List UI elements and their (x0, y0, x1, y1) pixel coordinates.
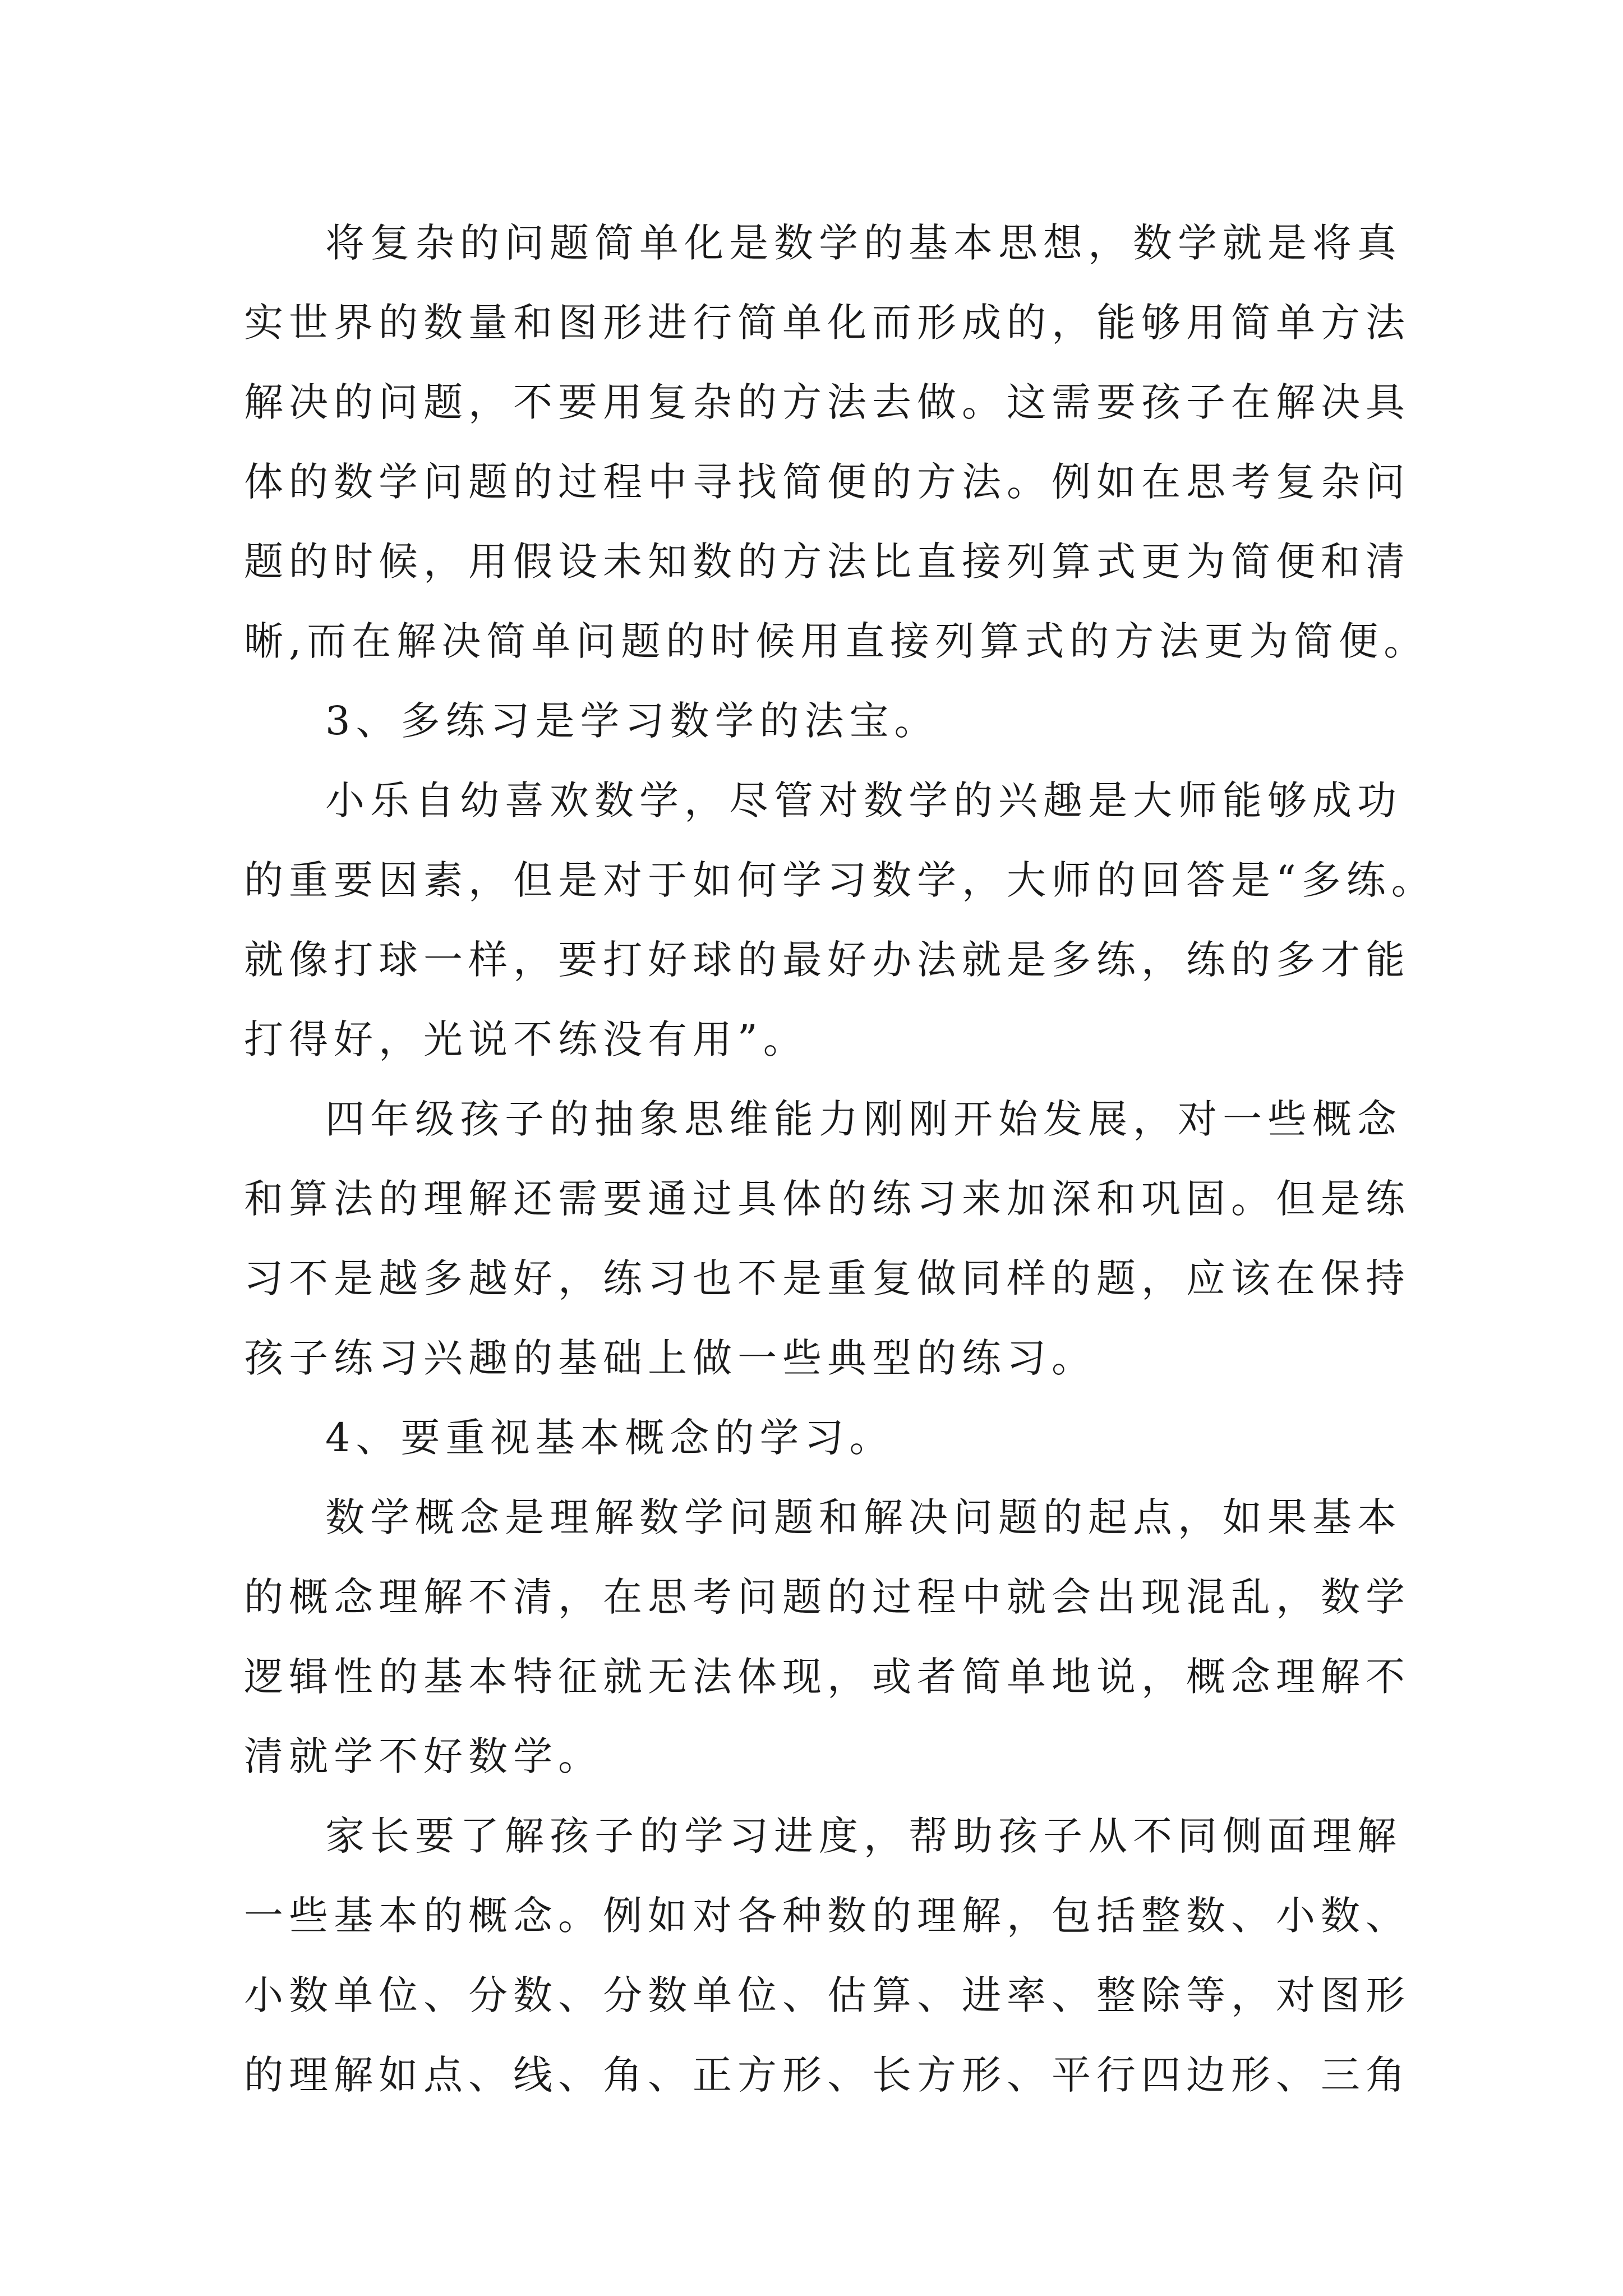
paragraph-line: 和算法的理解还需要通过具体的练习来加深和巩固。但是练 (244, 1176, 1410, 1222)
paragraph-line: 清就学不好数学。 (244, 1733, 603, 1779)
paragraph-line: 一些基本的概念。例如对各种数的理解，包括整数、小数、 (244, 1893, 1410, 1939)
paragraph-line: 题的时候，用假设未知数的方法比直接列算式更为简便和清 (244, 539, 1410, 585)
paragraph-line: 打得好，光说不练没有用”。 (244, 1016, 808, 1062)
paragraph-line: 将复杂的问题简单化是数学的基本思想，数学就是将真 (325, 220, 1402, 266)
section-heading: 3、多练习是学习数学的法宝。 (325, 698, 939, 744)
paragraph-line: 小乐自幼喜欢数学，尽管对数学的兴趣是大师能够成功 (325, 777, 1402, 823)
paragraph-line: 解决的问题，不要用复杂的方法去做。这需要孩子在解决具 (244, 379, 1410, 425)
paragraph-line: 习不是越多越好，练习也不是重复做同样的题，应该在保持 (244, 1255, 1410, 1301)
paragraph-line: 晰,而在解决简单问题的时候用直接列算式的方法更为简便。 (244, 618, 1429, 664)
paragraph-line: 孩子练习兴趣的基础上做一些典型的练习。 (244, 1335, 1096, 1381)
paragraph-line: 就像打球一样，要打好球的最好办法就是多练，练的多才能 (244, 937, 1410, 983)
paragraph-line: 小数单位、分数、分数单位、估算、进率、整除等，对图形 (244, 1972, 1410, 2018)
paragraph-line: 的概念理解不清，在思考问题的过程中就会出现混乱，数学 (244, 1574, 1410, 1620)
paragraph-line: 体的数学问题的过程中寻找简便的方法。例如在思考复杂问 (244, 459, 1410, 505)
paragraph-line: 逻辑性的基本特征就无法体现，或者简单地说，概念理解不 (244, 1654, 1410, 1700)
paragraph-line: 家长要了解孩子的学习进度，帮助孩子从不同侧面理解 (325, 1813, 1402, 1859)
paragraph-line: 实世界的数量和图形进行简单化而形成的，能够用简单方法 (244, 300, 1410, 346)
paragraph-line: 四年级孩子的抽象思维能力刚刚开始发展，对一些概念 (325, 1096, 1402, 1142)
section-heading: 4、要重视基本概念的学习。 (325, 1415, 895, 1461)
paragraph-line: 的重要因素，但是对于如何学习数学，大师的回答是“多练。 (244, 857, 1436, 903)
paragraph-line: 的理解如点、线、角、正方形、长方形、平行四边形、三角 (244, 2052, 1410, 2098)
paragraph-line: 数学概念是理解数学问题和解决问题的起点，如果基本 (325, 1494, 1402, 1540)
